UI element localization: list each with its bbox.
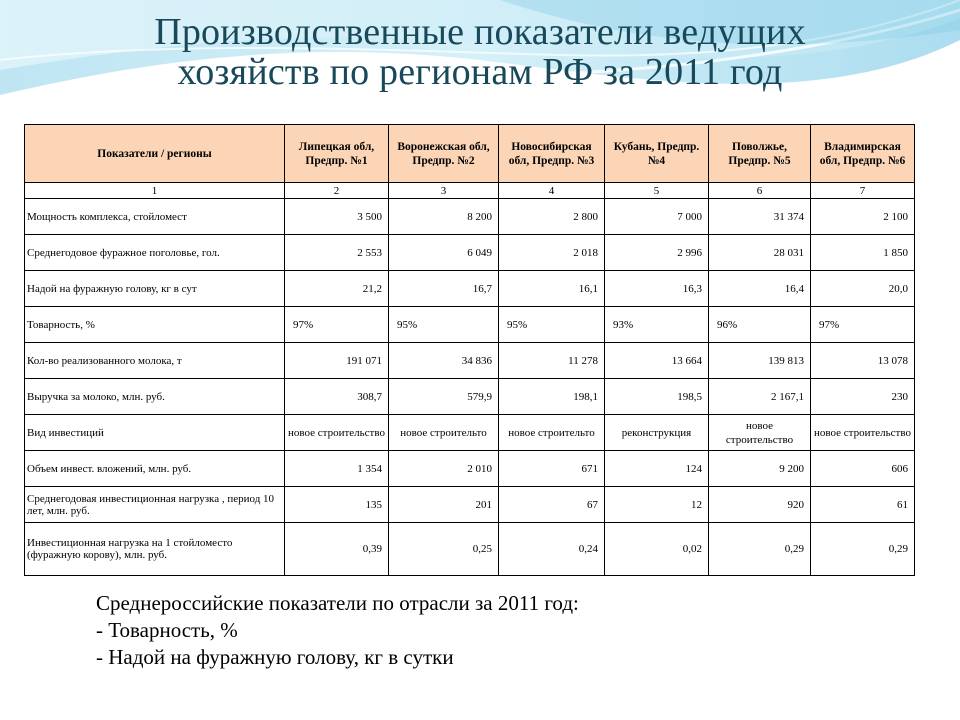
table-cell: 135 [285,487,389,523]
table-row [25,379,915,415]
column-number-row [25,183,915,199]
table-cell: 2 553 [285,235,389,271]
table-row [25,343,915,379]
table-cell: 0,29 [709,523,811,576]
table-cell: 9 200 [709,451,811,487]
table-cell: 2 167,1 [709,379,811,415]
note-item-marketability: - Товарность, % [96,618,238,642]
table-cell: 579,9 [389,379,499,415]
table-cell: 95% [499,307,605,343]
table-cell: 606 [811,451,915,487]
table-cell: 13 664 [605,343,709,379]
row-label: Кол-во реализованного молока, т [25,343,285,379]
column-number: 1 [25,183,285,199]
table-cell: 95% [389,307,499,343]
table-cell: 2 800 [499,199,605,235]
table-cell: 3 500 [285,199,389,235]
table-row [25,271,915,307]
table-cell: 2 018 [499,235,605,271]
table-cell: новое строительство [811,415,915,451]
indicators-table-container [24,124,914,576]
table-cell: 0,29 [811,523,915,576]
note-item-milk-yield: - Надой на фуражную голову, кг в сутки [96,645,454,669]
header-region-4: Кубань, Предпр. №4 [605,125,709,183]
table-cell: 21,2 [285,271,389,307]
table-cell: 97% [285,307,389,343]
table-cell: 198,1 [499,379,605,415]
table-cell: 97% [811,307,915,343]
table-cell: 2 996 [605,235,709,271]
table-cell: 1 354 [285,451,389,487]
table-cell: 16,3 [605,271,709,307]
table-row [25,487,915,523]
table-row [25,523,915,576]
table-row [25,235,915,271]
table-cell: 230 [811,379,915,415]
table-cell: 124 [605,451,709,487]
table-cell: 31 374 [709,199,811,235]
table-cell: 20,0 [811,271,915,307]
table-cell: 16,7 [389,271,499,307]
row-label: Надой на фуражную голову, кг в сут [25,271,285,307]
table-cell: 1 850 [811,235,915,271]
table-cell: 61 [811,487,915,523]
table-row [25,307,915,343]
table-cell: 0,25 [389,523,499,576]
table-header-row [25,125,915,183]
note-heading: Среднероссийские показатели по отрасли за 2011 год: [96,591,579,615]
table-cell: 67 [499,487,605,523]
table-cell: 12 [605,487,709,523]
table-cell: 93% [605,307,709,343]
table-cell: 7 000 [605,199,709,235]
header-region-6: Владимирская обл, Предпр. №6 [811,125,915,183]
header-indicators: Показатели / регионы [25,125,285,183]
column-number: 2 [285,183,389,199]
header-region-5: Поволжье, Предпр. №5 [709,125,811,183]
table-cell: 34 836 [389,343,499,379]
table-cell: 6 049 [389,235,499,271]
table-cell: новое строительто [389,415,499,451]
table-cell: 308,7 [285,379,389,415]
row-label: Вид инвестиций [25,415,285,451]
row-label: Объем инвест. вложений, млн. руб. [25,451,285,487]
table-cell: новое строительство [285,415,389,451]
row-label: Товарность, % [25,307,285,343]
row-label: Инвестиционная нагрузка на 1 стойломесто (фуражную корову), млн. руб. [25,523,285,576]
row-label: Мощность комплекса, стойломест [25,199,285,235]
table-cell: 96% [709,307,811,343]
column-number: 3 [389,183,499,199]
table-cell: 16,1 [499,271,605,307]
table-cell: 2 100 [811,199,915,235]
column-number: 6 [709,183,811,199]
table-cell: 11 278 [499,343,605,379]
row-label: Среднегодовая инвестиционная нагрузка , период 10 лет, млн. руб. [25,487,285,523]
table-cell: реконструкция [605,415,709,451]
table-cell: 671 [499,451,605,487]
industry-averages-note [96,590,579,671]
table-row [25,199,915,235]
table-cell: 198,5 [605,379,709,415]
table-cell: 8 200 [389,199,499,235]
column-number: 5 [605,183,709,199]
table-cell: 13 078 [811,343,915,379]
table-cell: новое строительто [499,415,605,451]
header-region-2: Воронежская обл, Предпр. №2 [389,125,499,183]
table-cell: новое строительство [709,415,811,451]
table-cell: 139 813 [709,343,811,379]
table-cell: 28 031 [709,235,811,271]
row-label: Выручка за молоко, млн. руб. [25,379,285,415]
table-row [25,415,915,451]
table-cell: 0,39 [285,523,389,576]
indicators-table [24,124,915,576]
table-cell: 920 [709,487,811,523]
column-number: 7 [811,183,915,199]
table-cell: 201 [389,487,499,523]
table-cell: 2 010 [389,451,499,487]
title-line-2: хозяйств по регионам РФ за 2011 год [177,51,783,93]
row-label: Среднегодовое фуражное поголовье, гол. [25,235,285,271]
header-region-1: Липецкая обл, Предпр. №1 [285,125,389,183]
header-region-3: Новосибирская обл, Предпр. №3 [499,125,605,183]
table-cell: 16,4 [709,271,811,307]
slide-title [0,12,960,92]
table-row [25,451,915,487]
table-cell: 0,02 [605,523,709,576]
table-cell: 0,24 [499,523,605,576]
title-line-1: Производственные показатели ведущих [154,11,806,53]
column-number: 4 [499,183,605,199]
table-cell: 191 071 [285,343,389,379]
